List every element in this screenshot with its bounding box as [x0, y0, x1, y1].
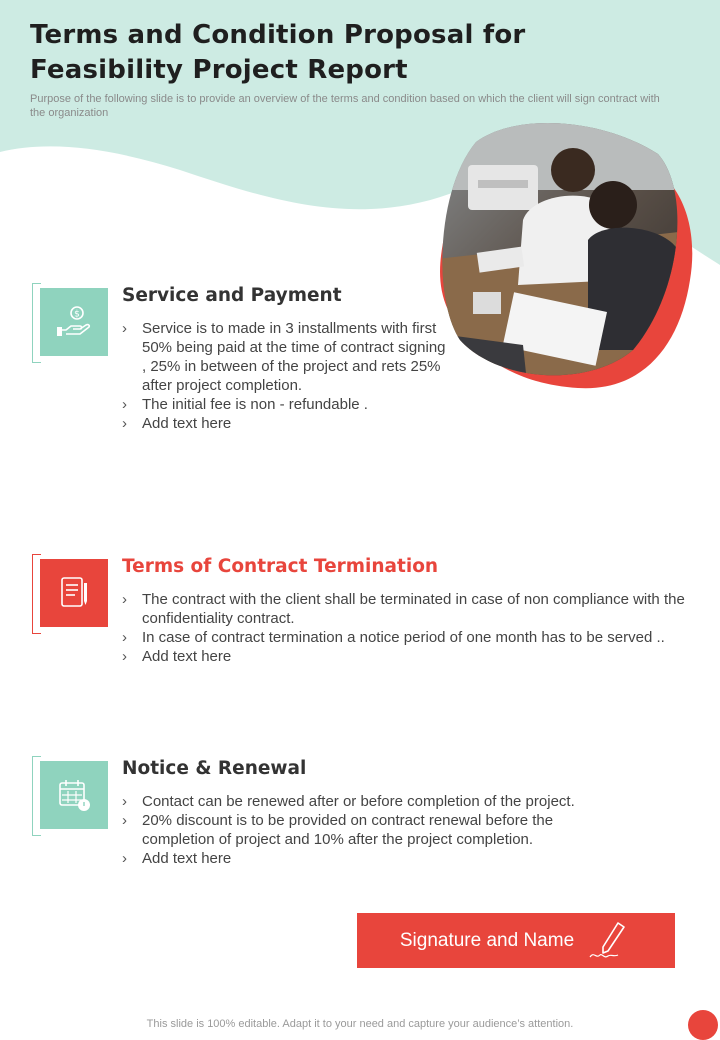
signature-button-label: Signature and Name [399, 929, 575, 951]
footer-note: This slide is 100% editable. Adapt it to your need and capture your audience’s attention. [146, 1018, 574, 1030]
bullet-item: › Add text here [122, 850, 232, 867]
chevron-right-icon: › [122, 396, 127, 413]
chevron-right-icon: › [122, 850, 127, 867]
chevron-right-icon: › [122, 320, 127, 337]
page-title: Terms and Condition Proposal for Feasibility Project Report [30, 20, 526, 85]
page-subtitle: Purpose of the following slide is to provide an overview of the terms and condition based on which the client will sign contract with the organization [30, 93, 660, 119]
section-title: Service and Payment [122, 285, 342, 306]
signature-and-name-button[interactable] [357, 913, 675, 968]
hand-coin-icon [40, 288, 108, 356]
bullet-item: › The contract with the client shall be terminated in case of non compliance with the confidentiality contract. [122, 591, 685, 627]
chevron-right-icon: › [122, 793, 127, 810]
chevron-right-icon: › [122, 812, 127, 829]
chevron-right-icon: › [122, 629, 127, 646]
chevron-right-icon: › [122, 415, 127, 432]
bullet-item: › Add text here [122, 415, 232, 432]
calendar-clock-icon [40, 761, 108, 829]
document-pen-icon [40, 559, 108, 627]
svg-text:$: $ [74, 309, 80, 320]
bullet-item: › The initial fee is non - refundable . [122, 396, 368, 413]
chevron-right-icon: › [122, 648, 127, 665]
meeting-photo [428, 120, 696, 392]
bullet-item: › 20% discount is to be provided on contract renewal before the completion of project and 10% after the project completion. [122, 812, 554, 848]
bullet-item: › Add text here [122, 648, 232, 665]
bullet-list [122, 590, 702, 666]
pen-signature-icon [588, 919, 632, 963]
bullet-list [122, 792, 602, 868]
section-title: Notice & Renewal [122, 758, 307, 779]
chevron-right-icon: › [122, 591, 127, 608]
bullet-item: › Contact can be renewed after or before completion of the project. [122, 793, 575, 810]
corner-dot [688, 1010, 718, 1040]
section-title: Terms of Contract Termination [122, 556, 439, 577]
bullet-item: › In case of contract termination a notice period of one month has to be served .. [122, 629, 665, 646]
bullet-list [122, 319, 452, 433]
bullet-item: › Service is to made in 3 installments with first 50% being paid at the time of contract signing , 25% in between of the project and rets 25% after project completion. [122, 320, 446, 394]
